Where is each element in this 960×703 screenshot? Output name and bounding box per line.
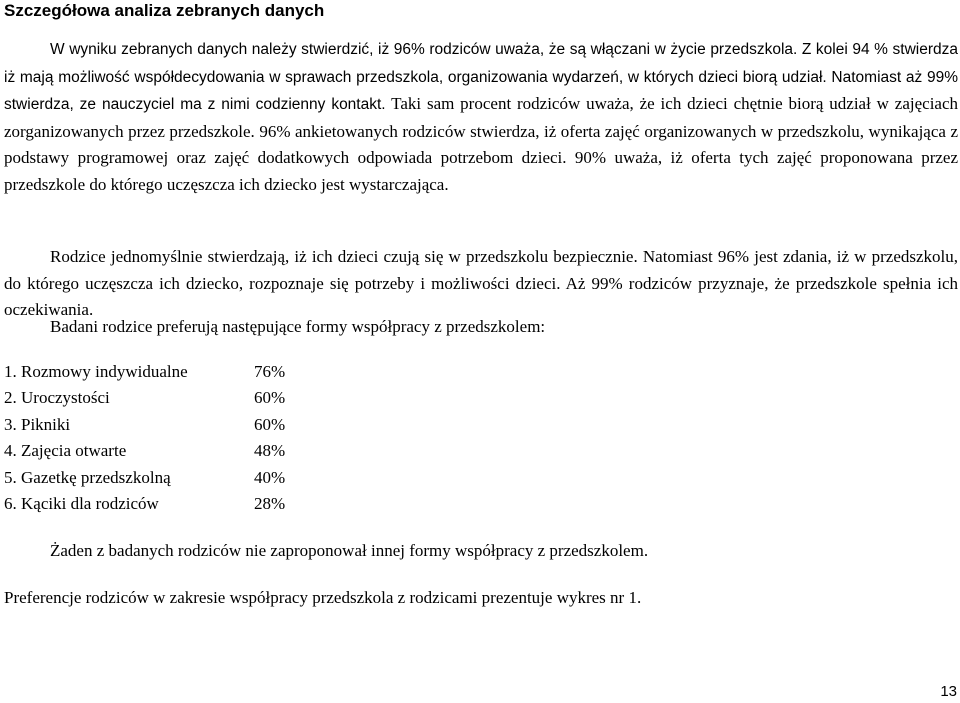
list-item — [4, 465, 285, 491]
form-label: 6. Kąciki dla rodziców — [4, 493, 159, 513]
form-label: 1. Rozmowy indywidualne — [4, 362, 188, 381]
section-heading: Szczegółowa analiza zebranych danych — [4, 1, 325, 20]
form-percentage: 60% — [254, 414, 286, 434]
list-item — [4, 491, 285, 517]
safety-paragraph: Rodzice jednomyślnie stwierdzają, iż ich dzieci czują się w przedszkolu bezpiecznie. Natomiast 96% jest zdania, iż w przedszkolu, do którego uczęszcza ich dziecko, rozpoznaje się potrzeby i możliwości dzieci. Aż 99% rodziców przyznaje, że przedszkole spełnia ich oczekiwania. — [4, 247, 958, 319]
no-other-forms-note: Żaden z badanych rodziców nie zaproponował innej formy współpracy z przedszkolem. — [50, 541, 649, 560]
forms-intro: Badani rodzice preferują następujące formy współpracy z przedszkolem: — [50, 317, 546, 336]
findings-paragraph — [4, 36, 958, 198]
findings-sentence-sans: W wyniku zebranych danych należy stwierdzić, iż 96% rodziców uważa, że są włączani w życie przedszkola. Z kolei 94 % stwierdza iż mają możliwość współdecydowania w sprawach przedszkola, organizowania wydarzeń, w których dzieci biorą udział. Natomiast aż 99% stwierdza, ze nauczyciel ma z nimi codzienny kontakt. — [4, 41, 958, 113]
findings-sentence-serif: Taki sam procent rodziców uważa, że ich dzieci chętnie biorą udział w zajęciach zorganizowanych przez przedszkole. 96% ankietowanych rodziców stwierdza, iż oferta zajęć organizowanych w przedszkolu, wynikająca z podstawy programowej oraz zajęć dodatkowych odpowiada potrzebom dzieci. 90% uważa, iż oferta tych zajęć proponowana przez przedszkole do którego uczęszcza ich dziecko jest wystarczająca. — [4, 94, 959, 194]
list-item — [4, 412, 285, 438]
preferences-chart-note: Preferencje rodziców w zakresie współpracy przedszkola z rodzicami prezentuje wykres nr 1. — [4, 588, 642, 607]
form-percentage: 76% — [254, 362, 286, 381]
page-number: 13 — [940, 683, 957, 700]
form-label: 2. Uroczystości — [4, 388, 110, 408]
list-item — [4, 438, 285, 464]
form-label: 5. Gazetkę przedszkolną — [4, 467, 171, 487]
form-percentage: 28% — [254, 493, 286, 513]
cooperation-forms-list — [4, 359, 285, 517]
form-percentage: 60% — [254, 388, 286, 408]
form-label: 4. Zajęcia otwarte — [4, 441, 127, 461]
form-label: 3. Pikniki — [4, 414, 71, 434]
form-percentage: 40% — [254, 467, 286, 487]
list-item — [4, 359, 285, 385]
form-percentage: 48% — [254, 441, 286, 461]
list-item — [4, 385, 285, 411]
